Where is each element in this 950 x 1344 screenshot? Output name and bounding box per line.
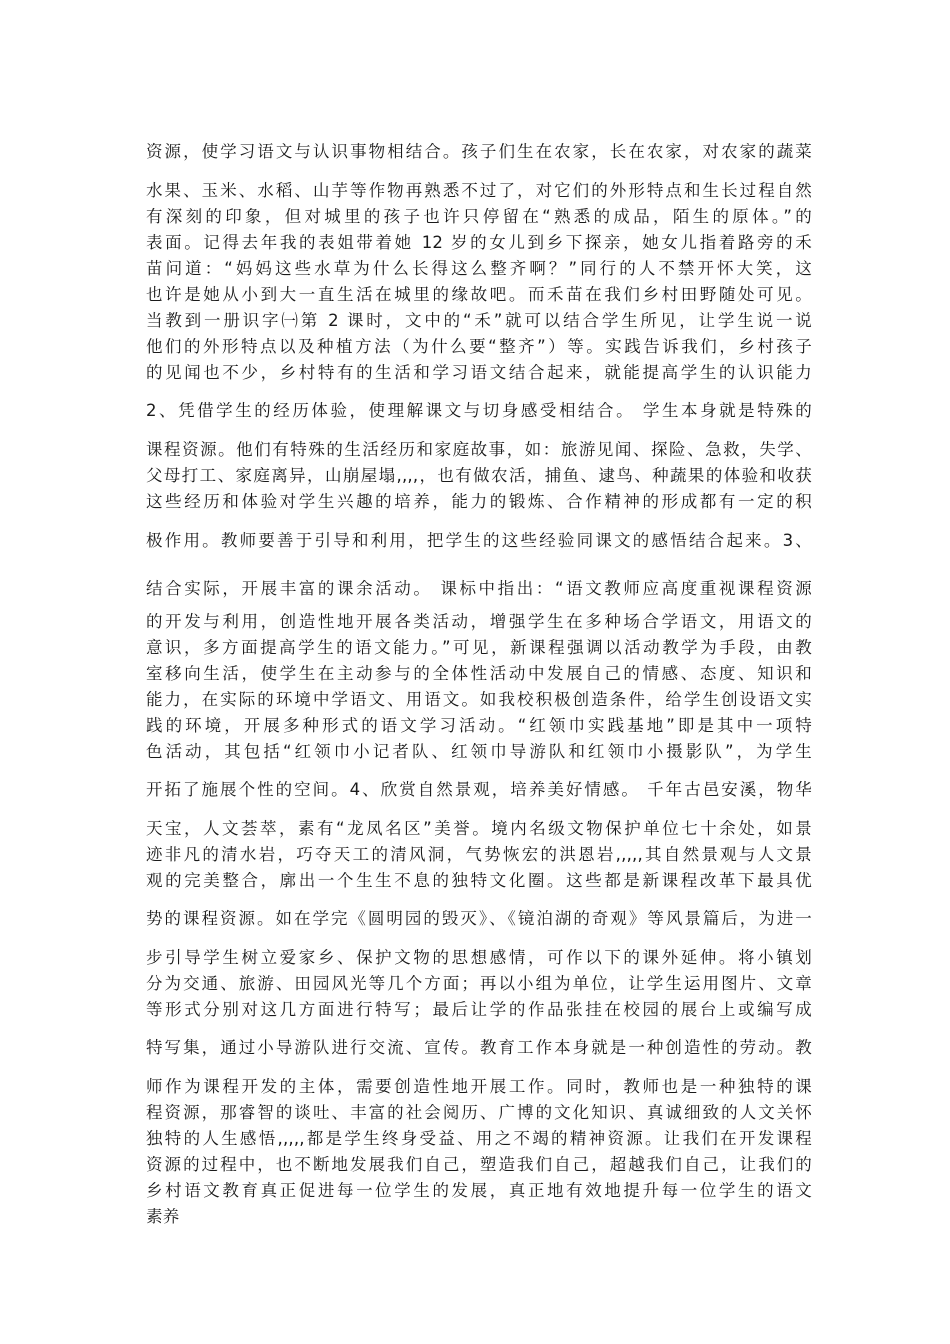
text-line: 资源，使学习语文与认识事物相结合。孩子们生在农家，长在农家，对农家的蔬菜	[146, 142, 812, 161]
text-line: 他们的外形特点以及种植方法（为什么要“整齐”）等。实践告诉我们，乡村孩子	[146, 337, 812, 356]
text-line: 资源的过程中，也不断地发展我们自己，塑造我们自己，超越我们自己，让我们的	[146, 1155, 812, 1174]
text-line: 水果、玉米、水稻、山芋等作物再熟悉不过了，对它们的外形特点和生长过程自然	[146, 181, 812, 200]
text-line: 有深刻的印象，但对城里的孩子也许只停留在“熟悉的成品，陌生的原体。”的	[146, 207, 812, 226]
text-line: 能力，在实际的环境中学语文、用语文。如我校积极创造条件，给学生创设语文实	[146, 690, 812, 709]
text-line: 色活动，其包括“红领巾小记者队、红领巾导游队和红领巾小摄影队”，为学生	[146, 742, 812, 761]
text-line: 室移向生活，使学生在主动参与的全体性活动中发展自己的情感、态度、知识和	[146, 664, 812, 683]
text-line: 践的环境，开展多种形式的语文学习活动。“红领巾实践基地”即是其中一项特	[146, 716, 812, 735]
text-line: 的开发与利用，创造性地开展各类活动，增强学生在多种场合学语文，用语文的	[146, 612, 812, 631]
text-line: 课程资源。他们有特殊的生活经历和家庭故事，如：旅游见闻、探险、急救，失学、	[146, 440, 812, 459]
text-line: 父母打工、家庭离异，山崩屋塌,,,,，也有做农活，捕鱼、逮鸟、种蔬果的体验和收获	[146, 466, 812, 485]
text-line: 素养	[146, 1207, 180, 1226]
text-line: 乡村语文教育真正促进每一位学生的发展，真正地有效地提升每一位学生的语文	[146, 1181, 812, 1200]
text-line: 也许是她从小到大一直生活在城里的缘故吧。而禾苗在我们乡村田野随处可见。	[146, 285, 812, 304]
text-line: 等形式分别对这几方面进行特写；最后让学的作品张挂在校园的展台上或编写成	[146, 1000, 812, 1019]
text-line: 苗问道：“妈妈这些水草为什么长得这么整齐啊？”同行的人不禁开怀大笑，这	[146, 259, 812, 278]
text-line: 程资源，那睿智的谈吐、丰富的社会阅历、广博的文化知识、真诚细致的人文关怀	[146, 1103, 812, 1122]
text-line: 步引导学生树立爱家乡、保护文物的思想感情，可作以下的课外延伸。将小镇划	[146, 948, 812, 967]
text-line: 观的完美整合，廓出一个生生不息的独特文化圈。这些都是新课程改革下最具优	[146, 871, 812, 890]
text-line: 这些经历和体验对学生兴趣的培养，能力的锻炼、合作精神的形成都有一定的积	[146, 492, 812, 511]
text-line: 极作用。教师要善于引导和利用，把学生的这些经验同课文的感悟结合起来。3、	[146, 531, 812, 550]
text-line: 开拓了施展个性的空间。4、欣赏自然景观，培养美好情感。 千年古邑安溪，物华	[146, 780, 812, 799]
text-line: 2、凭借学生的经历体验，使理解课文与切身感受相结合。 学生本身就是特殊的	[146, 401, 812, 420]
text-line: 天宝，人文荟萃，素有“龙凤名区”美誉。境内名级文物保护单位七十余处，如景	[146, 819, 812, 838]
text-line: 意识，多方面提高学生的语文能力。”可见，新课程强调以活动教学为手段，由教	[146, 638, 812, 657]
text-line: 独特的人生感悟,,,,,都是学生终身受益、用之不竭的精神资源。让我们在开发课程	[146, 1129, 812, 1148]
text-line: 的见闻也不少，乡村特有的生活和学习语文结合起来，就能提高学生的认识能力	[146, 363, 812, 382]
text-line: 分为交通、旅游、田园风光等几个方面；再以小组为单位，让学生运用图片、文章	[146, 974, 812, 993]
text-line: 师作为课程开发的主体，需要创造性地开展工作。同时，教师也是一种独特的课	[146, 1077, 812, 1096]
text-line: 迹非凡的清水岩，巧夺天工的清风洞，气势恢宏的洪恩岩,,,,,其自然景观与人文景	[146, 845, 812, 864]
text-line: 结合实际，开展丰富的课余活动。 课标中指出：“语文教师应高度重视课程资源	[146, 579, 812, 598]
text-line: 特写集，通过小导游队进行交流、宣传。教育工作本身就是一种创造性的劳动。教	[146, 1038, 812, 1057]
text-line: 表面。记得去年我的表姐带着她 12 岁的女儿到乡下探亲，她女儿指着路旁的禾	[146, 233, 812, 252]
text-line: 当教到一册识字㈠第 2 课时，文中的“禾”就可以结合学生所见，让学生说一说	[146, 311, 812, 330]
text-line: 势的课程资源。如在学完《圆明园的毁灭》、《镜泊湖的奇观》等风景篇后，为进一	[146, 909, 812, 928]
